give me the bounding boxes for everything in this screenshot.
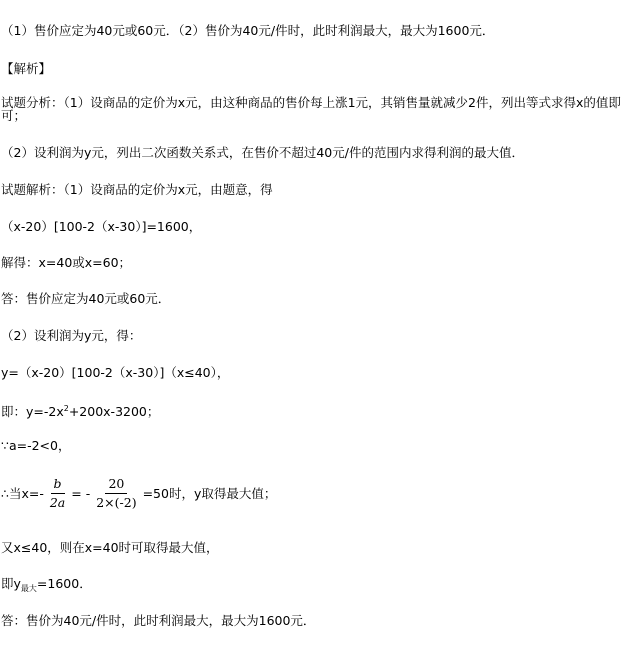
since-line: ∵a=-2<0， <box>1 438 71 453</box>
fraction-2-numerator: 20 <box>105 476 127 494</box>
answer-line: （1）售价应定为40元或60元．（2）售价为40元/件时，此时利润最大，最大为1600元． <box>1 23 495 38</box>
fraction-1-numerator: b <box>51 476 65 494</box>
final-answer: 答：售价为40元/件时，此时利润最大，最大为1600元． <box>1 613 316 628</box>
vertex-prefix: ∴当x=- <box>1 485 44 501</box>
solve-result: 解得：x=40或x=60； <box>1 255 132 270</box>
analysis-part-1: 试题分析：（1）设商品的定价为x元，由这种商品的售价每上涨1元，其销售量就减少2件，列出等式求得x的值即可； <box>1 95 621 123</box>
equation-1: （x-20）[100-2（x-30）]=1600， <box>1 219 202 234</box>
fraction-2-denominator: 2×(-2) <box>96 495 137 510</box>
solution-intro: 试题解析：（1）设商品的定价为x元，由题意，得 <box>1 182 273 197</box>
max-line <box>1 577 92 596</box>
analysis-heading: 【解析】 <box>1 61 52 76</box>
part-2-intro: （2）设利润为y元，得： <box>1 328 142 343</box>
max-prefix: 即y <box>1 576 21 591</box>
fraction-b-over-2a <box>47 476 68 511</box>
equation-3-prefix: 即：y=-2x <box>1 404 64 419</box>
vertex-middle: = - <box>71 485 91 501</box>
analysis-part-2: （2）设利润为y元，列出二次函数关系式，在售价不超过40元/件的范围内求得利润的最大值． <box>1 145 524 160</box>
fraction-20-over-2x-2 <box>93 476 139 511</box>
also-line: 又x≤40，则在x=40时可取得最大值， <box>1 540 219 555</box>
max-subscript: 最大 <box>20 584 37 593</box>
equation-2: y=（x-20）[100-2（x-30）]（x≤40）， <box>1 365 230 380</box>
fraction-1-denominator: 2a <box>49 495 66 510</box>
vertex-suffix: =50时，y取得最大值； <box>142 485 277 501</box>
equation-3-exponent: 2 <box>63 404 69 413</box>
answer-1: 答：售价应定为40元或60元． <box>1 291 171 306</box>
equation-3-suffix: +200x-3200； <box>68 404 160 419</box>
equation-3 <box>1 402 159 419</box>
max-suffix: =1600． <box>36 576 92 591</box>
vertex-line <box>1 476 276 511</box>
